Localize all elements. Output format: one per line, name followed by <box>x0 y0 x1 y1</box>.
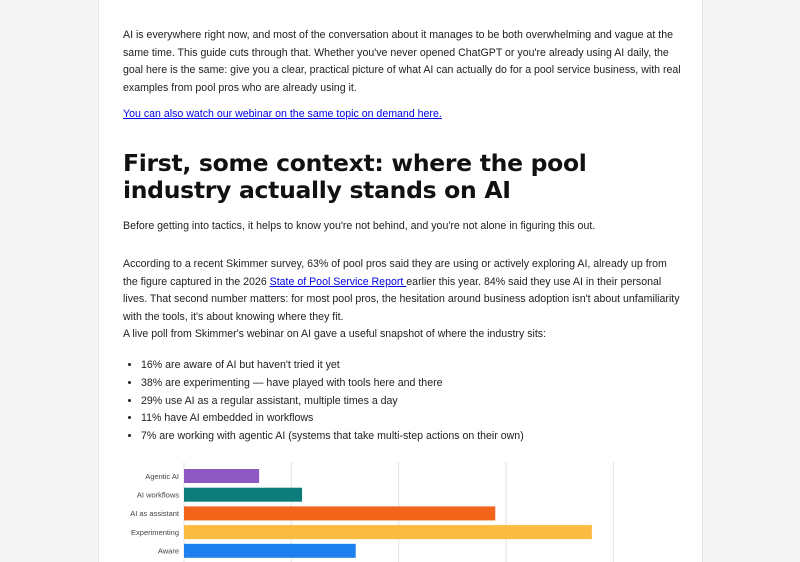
intro-paragraph: AI is everywhere right now, and most of the conversation about it manages to be both overwhelming and vague at the same time. This guide cuts through that. Whether you've never opened ChatGPT or you're already using AI daily, the goal here is the same: give you a clear, practical picture of what AI can actually do for a pool service business, with real examples from pool pros who are already using it. <box>123 29 681 94</box>
webinar-paragraph <box>123 106 683 124</box>
poll-item-workflows: • 11% have AI embedded in workflows <box>141 410 701 428</box>
webinar-link[interactable]: You can also watch our webinar on the same topic on demand here. <box>123 108 442 120</box>
poll-intro-paragraph: A live poll from Skimmer's webinar on AI gave a useful snapshot of where the industry sits: <box>123 328 547 340</box>
poll-item-aware: • 16% are aware of AI but haven't tried it yet <box>141 357 701 375</box>
bar <box>184 506 495 520</box>
bar <box>184 469 259 483</box>
poll-list <box>123 357 701 446</box>
category-label: AI workflows <box>136 490 179 500</box>
survey-text-end: earlier this year. 84% said they use AI in their personal lives. That second number matters: for most pool pros, the hesitation around business adoption isn't about unfamiliarity with the tools, it's about knowing where they fit. <box>123 275 680 323</box>
bar <box>184 544 356 558</box>
poll-bar-chart <box>99 462 702 562</box>
poll-item-assistant: • 29% use AI as a regular assistant, multiple times a day <box>141 393 701 411</box>
bar <box>184 525 592 539</box>
survey-paragraph <box>123 256 683 326</box>
article-page <box>98 0 703 562</box>
poll-item-agentic: • 7% are working with agentic AI (systems that take multi-step actions on their own) <box>141 428 701 446</box>
report-link[interactable]: State of Pool Service Report <box>269 275 407 288</box>
category-label: Aware <box>157 546 179 556</box>
category-label: Experimenting <box>131 527 179 537</box>
survey-text-start: According to a recent Skimmer survey, 63% of pool pros said they are using or actively exploring AI, already up from the figure captured in the 2026 <box>123 258 667 288</box>
category-label: AI as assistant <box>130 509 179 519</box>
category-label: Agentic AI <box>145 471 179 481</box>
poll-item-experimenting: • 38% are experimenting — have played with tools here and there <box>141 375 701 393</box>
bar <box>184 488 302 502</box>
section-heading: First, some context: where the pool industry actually stands on AI <box>123 149 587 204</box>
context-paragraph: Before getting into tactics, it helps to know you're not behind, and you're not alone in figuring this out. <box>123 220 596 232</box>
